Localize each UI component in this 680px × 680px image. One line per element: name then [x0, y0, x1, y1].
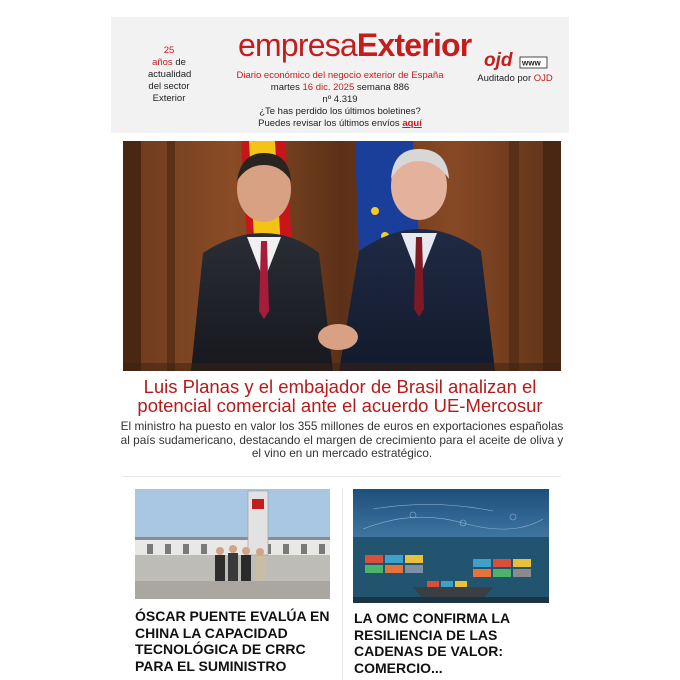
anniversary-line-sector: del sector — [148, 81, 190, 92]
logo-part-exterior: Exterior — [356, 27, 472, 63]
ojd-www-text: www — [522, 58, 541, 68]
date-line — [222, 82, 458, 94]
review-text: Puedes revisar los últimos envíos — [258, 118, 400, 129]
issue-number: nº 4.319 — [322, 94, 358, 105]
card-headline-omc[interactable]: LA OMC CONFIRMA LA RESILIENCIA DE LAS CADENAS DE VALOR: COMERCIO... — [354, 610, 510, 676]
tagline: Diario económico del negocio exterior de España — [236, 70, 444, 81]
date-value: 16 dic. 2025 — [302, 82, 355, 93]
hero-photo[interactable] — [123, 141, 561, 371]
ojd-caption — [470, 73, 560, 84]
card-image-crrc[interactable] — [135, 489, 330, 599]
site-logo[interactable] — [238, 27, 472, 63]
ojd-logo-text: ojd — [484, 50, 513, 71]
ojd-caption-prefix: Auditado por — [477, 73, 532, 84]
hero-summary: El ministro ha puesto en valor los 355 millones de euros en exportaciones españolas al país sudamericano, destacando el margen de crecimiento para el aceite de oliva y el vino en un mercado estratégico. — [120, 419, 564, 460]
review-line — [222, 118, 458, 130]
card-image-omc[interactable] — [353, 489, 549, 603]
anniversary-years: años — [152, 57, 173, 68]
anniversary-line-actualidad: actualidad — [148, 69, 192, 80]
here-link[interactable]: aquí — [402, 118, 422, 129]
anniversary-line-exterior: Exterior — [152, 93, 186, 104]
logo-part-empresa: empresa — [238, 27, 357, 63]
anniversary-number: 25 — [163, 45, 175, 56]
anniversary-block — [148, 45, 190, 105]
week-number: semana 886 — [356, 82, 410, 93]
hero-photo-illustration — [123, 141, 561, 371]
anniversary-word-de: de — [175, 57, 186, 68]
card-image-crrc-illustration — [135, 489, 330, 599]
missed-bulletins-text: ¿Te has perdido los últimos boletines? — [259, 106, 421, 117]
date-weekday: martes — [270, 82, 300, 93]
card-image-omc-illustration — [353, 489, 549, 603]
ojd-caption-brand: OJD — [533, 73, 553, 84]
divider — [123, 476, 561, 477]
hero-headline[interactable]: Luis Planas y el embajador de Brasil analizan el potencial comercial ante el acuerdo UE-Mercosur — [137, 376, 543, 416]
header-meta — [222, 70, 458, 130]
column-divider — [342, 488, 343, 680]
card-headline-crrc[interactable]: ÓSCAR PUENTE EVALÚA EN CHINA LA CAPACIDAD TECNOLÓGICA DE CRRC PARA EL SUMINISTRO — [135, 608, 330, 674]
ojd-logo[interactable] — [483, 49, 549, 71]
